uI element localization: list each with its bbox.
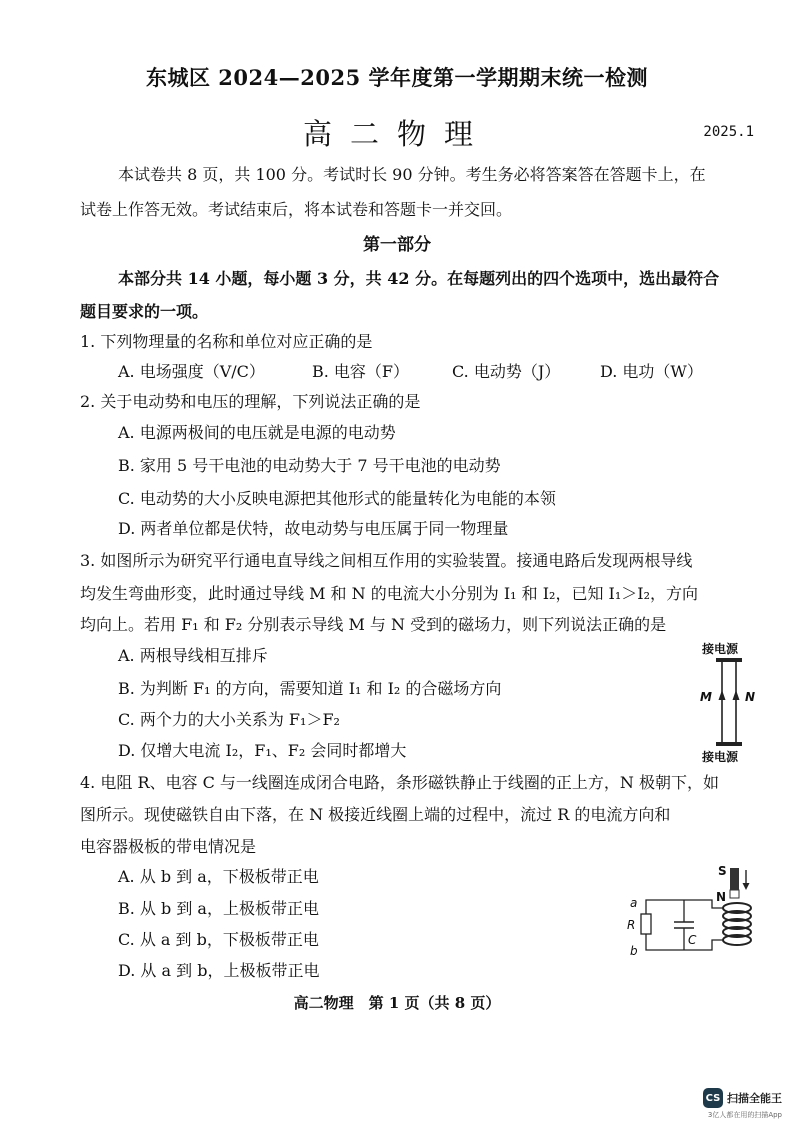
exam-title: 东城区 2024—2025 学年度第一学期期末统一检测 <box>145 65 648 90</box>
q3-stem-line-1: 3. 如图所示为研究平行通电直导线之间相互作用的实验装置。接通电路后发现两根导线 <box>80 551 693 570</box>
q4-option-c[interactable]: C. 从 a 到 b，下极板带正电 <box>118 930 319 949</box>
q4-option-d[interactable]: D. 从 a 到 b，上极板带正电 <box>118 961 320 980</box>
q2-option-d[interactable]: D. 两者单位都是伏特，故电动势与电压属于同一物理量 <box>118 519 509 538</box>
magnet-n-label: N <box>716 890 727 904</box>
q3-figure-top-label: 接电源 <box>702 642 739 656</box>
q4-figure <box>622 860 762 965</box>
q1-option-b[interactable]: B. 电容（F） <box>312 362 410 381</box>
q3-stem-line-2: 均发生弯曲形变，此时通过导线 M 和 N 的电流大小分别为 I₁ 和 I₂，已知 I₁＞I₂，方向 <box>80 584 699 603</box>
q2-option-a[interactable]: A. 电源两极间的电压就是电源的电动势 <box>118 423 396 442</box>
q4-stem-line-2: 图所示。现使磁铁自由下落，在 N 极接近线圈上端的过程中，流过 R 的电流方向和 <box>80 805 671 824</box>
q2-option-b[interactable]: B. 家用 5 号干电池的电动势大于 7 号干电池的电动势 <box>118 456 501 475</box>
magnet-s-label: S <box>718 864 727 878</box>
scanner-tagline: 3亿人都在用的扫描App <box>707 1111 782 1119</box>
q3-stem-line-3: 均向上。若用 F₁ 和 F₂ 分别表示导线 M 与 N 受到的磁场力，则下列说法正确的是 <box>80 615 667 634</box>
q3-option-c[interactable]: C. 两个力的大小关系为 F₁＞F₂ <box>118 710 340 729</box>
node-b-label: b <box>630 944 638 958</box>
q2-stem: 2. 关于电动势和电压的理解，下列说法正确的是 <box>80 392 421 411</box>
scanner-app-name: 扫描全能王 <box>727 1092 782 1105</box>
q4-option-b[interactable]: B. 从 b 到 a，上极板带正电 <box>118 899 319 918</box>
q2-option-c[interactable]: C. 电动势的大小反映电源把其他形式的能量转化为电能的本领 <box>118 489 556 508</box>
rc-coil-circuit-diagram <box>622 860 762 965</box>
q3-figure-bottom-label: 接电源 <box>702 750 739 764</box>
q1-option-c[interactable]: C. 电动势（J） <box>452 362 561 381</box>
part-intro-line-1: 本部分共 14 小题，每小题 3 分，共 42 分。在每题列出的四个选项中，选出最符合 <box>118 269 720 288</box>
resistor-r-label: R <box>627 918 636 932</box>
q4-stem-line-1: 4. 电阻 R、电容 C 与一线圈连成闭合电路，条形磁铁静止于线圈的正上方，N 极朝下，如 <box>80 773 719 792</box>
node-a-label: a <box>630 896 638 910</box>
instructions-line-2: 试卷上作答无效。考试结束后，将本试卷和答题卡一并交回。 <box>80 200 513 219</box>
exam-date: 2025.1 <box>703 124 754 140</box>
wire-n-label: N <box>745 690 756 704</box>
subject-title: 高二物理 <box>302 117 491 151</box>
q3-figure <box>698 640 760 764</box>
scanner-watermark <box>703 1088 782 1108</box>
scanner-logo-icon: CS <box>703 1088 723 1108</box>
wire-m-label: M <box>700 690 712 704</box>
q1-stem: 1. 下列物理量的名称和单位对应正确的是 <box>80 332 373 351</box>
q1-option-d[interactable]: D. 电功（W） <box>600 362 703 381</box>
part-intro-line-2: 题目要求的一项。 <box>80 302 209 321</box>
q3-option-a[interactable]: A. 两根导线相互排斥 <box>118 646 268 665</box>
q3-option-b[interactable]: B. 为判断 F₁ 的方向，需要知道 I₁ 和 I₂ 的合磁场方向 <box>118 679 502 698</box>
q4-stem-line-3: 电容器极板的带电情况是 <box>80 837 257 856</box>
q4-option-a[interactable]: A. 从 b 到 a，下极板带正电 <box>118 867 319 886</box>
q1-option-a[interactable]: A. 电场强度（V/C） <box>118 362 265 381</box>
page-footer: 高二物理 第 1 页（共 8 页） <box>293 994 501 1012</box>
part-title: 第一部分 <box>363 235 431 255</box>
instructions-line-1: 本试卷共 8 页，共 100 分。考试时长 90 分钟。考生务必将答案答在答题卡上，在 <box>118 165 706 184</box>
q3-option-d[interactable]: D. 仅增大电流 I₂，F₁、F₂ 会同时都增大 <box>118 741 407 760</box>
capacitor-c-label: C <box>688 933 697 947</box>
